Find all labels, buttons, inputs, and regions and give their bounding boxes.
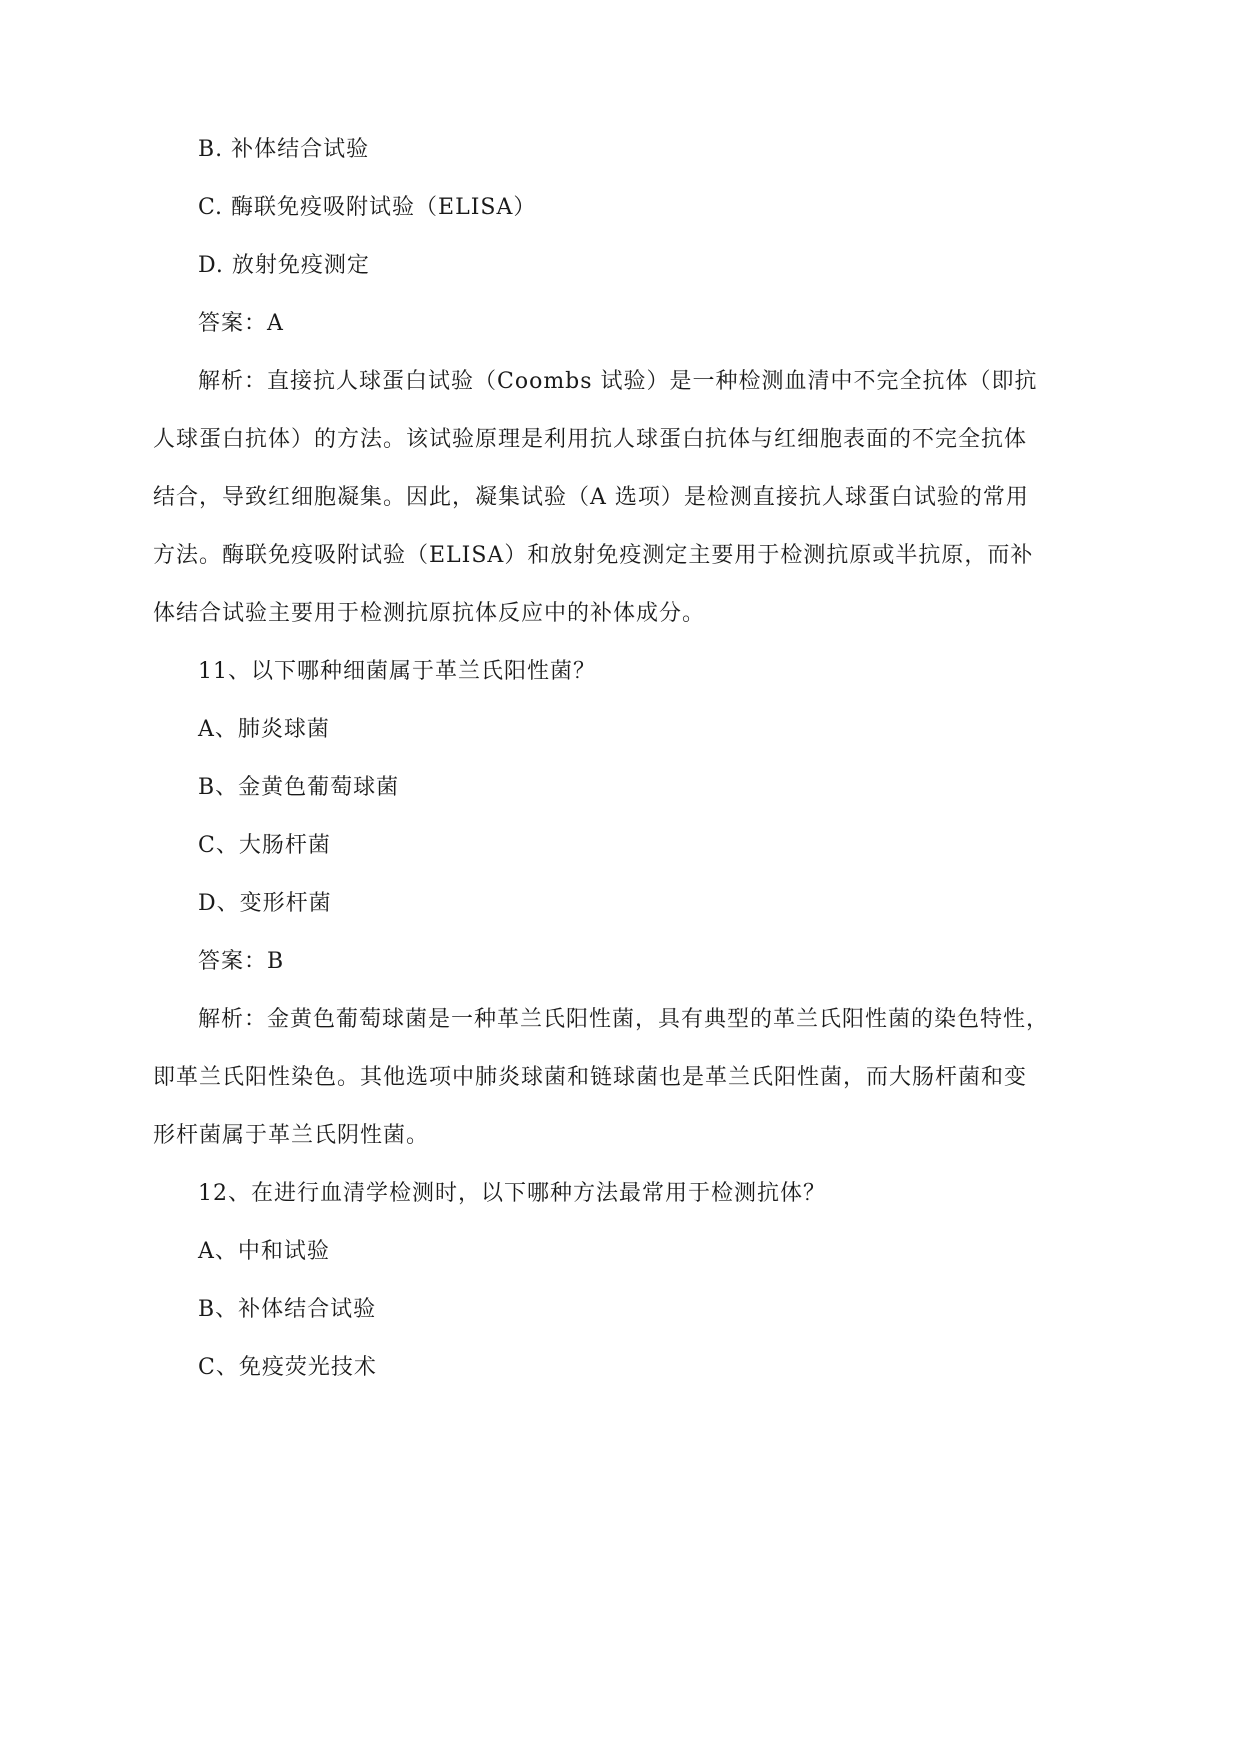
q10-option-d: D. 放射免疫测定 xyxy=(198,253,370,278)
q10-option-b: B. 补体结合试验 xyxy=(198,137,370,162)
q10-option-c: C. 酶联免疫吸附试验（ELISA） xyxy=(198,195,537,220)
q11-analysis-line-1: 解析：金黄色葡萄球菌是一种革兰氏阳性菌，具有典型的革兰氏阳性菌的染色特性， xyxy=(198,1007,1050,1032)
q12-question: 12、在进行血清学检测时，以下哪种方法最常用于检测抗体？ xyxy=(198,1181,826,1206)
q10-analysis-line-1: 解析：直接抗人球蛋白试验（Coombs 试验）是一种检测血清中不完全抗体（即抗 xyxy=(198,369,1038,394)
q11-option-c: C、大肠杆菌 xyxy=(198,833,331,858)
q11-option-a: A、肺炎球菌 xyxy=(198,717,330,742)
q11-analysis-line-3: 形杆菌属于革兰氏阴性菌。 xyxy=(153,1123,430,1148)
q11-option-d: D、变形杆菌 xyxy=(198,891,332,916)
q11-answer: 答案：B xyxy=(198,949,285,974)
q10-analysis-line-3: 结合，导致红细胞凝集。因此，凝集试验（A 选项）是检测直接抗人球蛋白试验的常用 xyxy=(153,485,1029,510)
q12-option-a: A、中和试验 xyxy=(198,1239,330,1264)
q11-option-b: B、金黄色葡萄球菌 xyxy=(198,775,400,800)
q10-analysis-line-2: 人球蛋白抗体）的方法。该试验原理是利用抗人球蛋白抗体与红细胞表面的不完全抗体 xyxy=(153,427,1028,452)
q11-question: 11、以下哪种细菌属于革兰氏阳性菌？ xyxy=(198,659,596,684)
q10-answer: 答案：A xyxy=(198,311,284,336)
q12-option-b: B、补体结合试验 xyxy=(198,1297,377,1322)
q12-option-c: C、免疫荧光技术 xyxy=(198,1355,377,1380)
q11-analysis-line-2: 即革兰氏阳性染色。其他选项中肺炎球菌和链球菌也是革兰氏阳性菌，而大肠杆菌和变 xyxy=(153,1065,1028,1090)
q10-analysis-line-5: 体结合试验主要用于检测抗原抗体反应中的补体成分。 xyxy=(153,601,706,626)
q10-analysis-line-4: 方法。酶联免疫吸附试验（ELISA）和放射免疫测定主要用于检测抗原或半抗原，而补 xyxy=(153,543,1034,568)
